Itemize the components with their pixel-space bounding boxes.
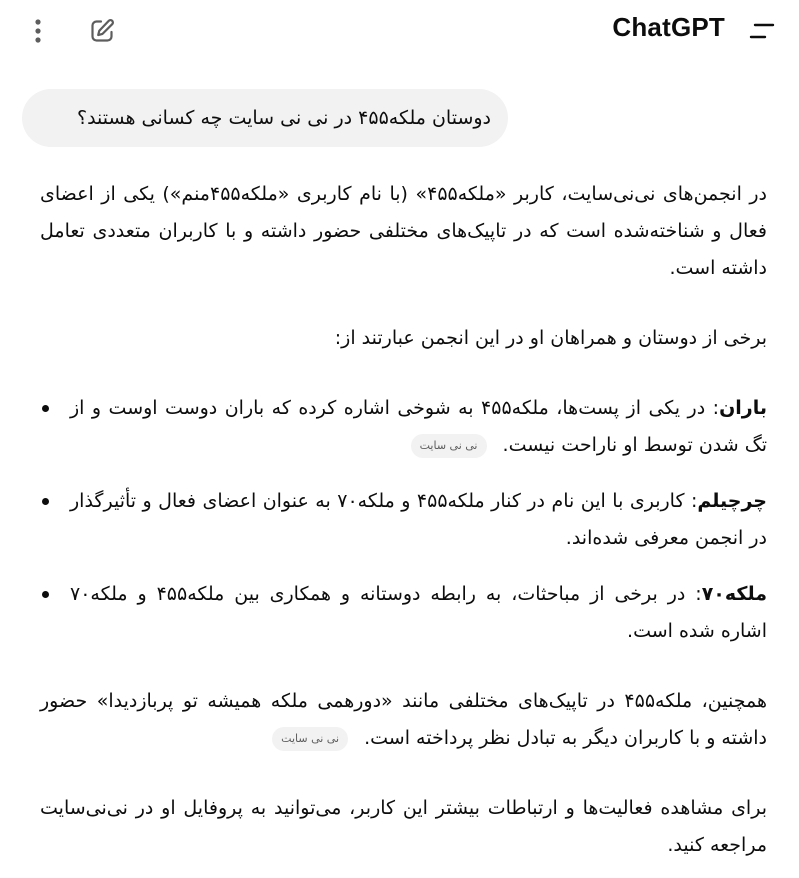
answer-closing: برای مشاهده فعالیت‌ها و ارتباطات بیشتر این کاربر، می‌توانید به پروفایل او در نی‌نی‌سایت مراجعه کنید.: [40, 797, 767, 856]
more-vertical-icon: [34, 18, 42, 44]
friends-list: [40, 390, 767, 650]
sidebar-menu-button[interactable]: [744, 14, 780, 48]
answer-lead: برخی از دوستان و همراهان او در این انجمن عبارتند از:: [334, 327, 767, 349]
user-message-text: دوستان ملکه۴۵۵ در نی نی سایت چه کسانی هستند؟: [77, 107, 491, 129]
source-chip[interactable]: نی نی سایت: [411, 434, 487, 458]
answer-also: همچنین، ملکه۴۵۵ در تاپیک‌های مختلفی مانند «دورهمی ملکه همیشه تو پربازدیدا» حضور داشته و با کاربران دیگر به تبادل نظر پرداخته است. نی نی سایت: [40, 690, 767, 749]
assistant-response: [40, 176, 767, 864]
new-chat-button[interactable]: [84, 13, 120, 49]
hamburger-menu-icon: [747, 20, 777, 42]
item-text: کاربری با این نام در کنار ملکه۴۵۵ و ملکه۷۰ به عنوان اعضای فعال و تأثیرگذار در انجمن معرفی شده‌اند.: [70, 490, 767, 549]
item-term: ملکه۷۰: [701, 583, 767, 605]
app-title[interactable]: ChatGPT: [612, 12, 725, 42]
item-text: در برخی از مباحثات، به رابطه دوستانه و همکاری بین ملکه۴۵۵ و ملکه۷۰ اشاره شده است.: [70, 583, 767, 642]
item-text: در یکی از پست‌ها، ملکه۴۵۵ به شوخی اشاره کرده که باران دوست اوست و از تگ شدن توسط او ناراحت نیست.: [70, 397, 767, 456]
top-bar: [0, 0, 799, 62]
more-options-button[interactable]: [22, 12, 54, 50]
source-chip[interactable]: نی نی سایت: [272, 727, 348, 751]
answer-intro: در انجمن‌های نی‌نی‌سایت، کاربر «ملکه۴۵۵» (با نام کاربری «ملکه۴۵۵منم») یکی از اعضای فعال و شناخته‌شده است که در تاپیک‌های مختلفی حضور داشته و با کاربران متعددی تعامل داشته است.: [40, 183, 768, 279]
user-message-bubble: [22, 89, 508, 147]
list-item: ملکه۷۰: در برخی از مباحثات، به رابطه دوستانه و همکاری بین ملکه۴۵۵ و ملکه۷۰ اشاره شده است.: [40, 576, 767, 650]
list-item: باران: در یکی از پست‌ها، ملکه۴۵۵ به شوخی اشاره کرده که باران دوست اوست و از تگ شدن توسط او ناراحت نیست. نی نی سایت: [40, 390, 767, 464]
item-term: باران: [719, 397, 767, 419]
list-item: چرچیلم: کاربری با این نام در کنار ملکه۴۵۵ و ملکه۷۰ به عنوان اعضای فعال و تأثیرگذار در انجمن معرفی شده‌اند.: [40, 483, 767, 557]
item-term: چرچیلم: [697, 490, 767, 512]
new-chat-icon: [88, 17, 116, 45]
